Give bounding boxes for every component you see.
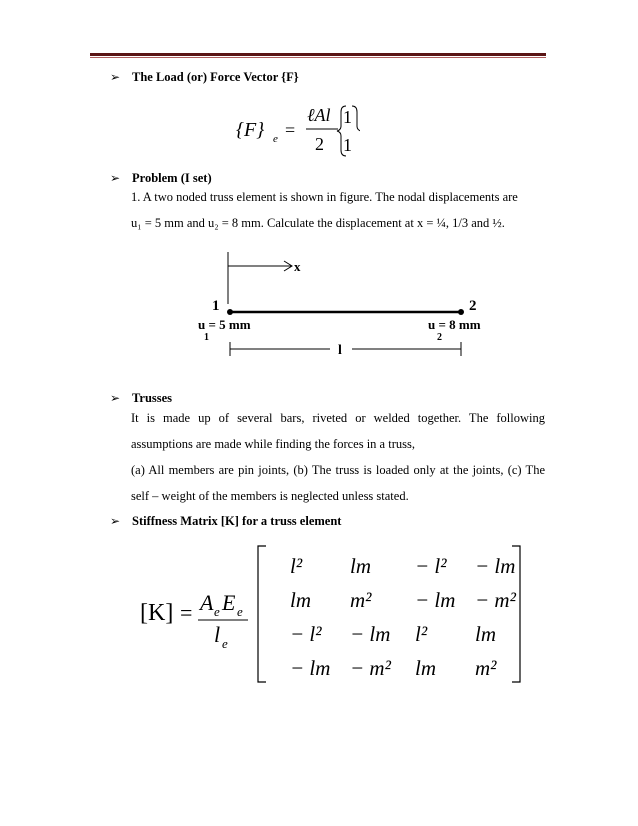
problem-line-2: u₁ = 5 mm and u₂ = 8 mm. Calculate the displacement at x = ¼, 1/3 and ½. [131, 216, 505, 230]
header-rule-thin [90, 57, 546, 58]
x-axis-label: x [294, 259, 301, 274]
eq-right-brace [352, 106, 360, 131]
header-rule [90, 53, 546, 56]
u1-label: u = 5 mm [198, 317, 251, 332]
trusses-text [131, 405, 545, 509]
matrix-cell: lm [290, 588, 311, 612]
matrix-cell: − lm [475, 554, 516, 578]
matrix-cell: − m² [475, 588, 516, 612]
u2-label: u = 8 mm [428, 317, 481, 332]
heading-text: Trusses [132, 391, 173, 405]
stiffness-matrix-equation [140, 540, 530, 690]
eq-vector-bottom: 1 [343, 135, 352, 155]
k-lhs: [K] [140, 600, 174, 626]
problem-text [131, 184, 545, 236]
problem-line-1: 1. A two noded truss element is shown in figure. The nodal displacements are [131, 190, 518, 204]
force-vector-equation [230, 98, 360, 160]
node-1 [227, 309, 233, 315]
eq-equals: = [285, 120, 296, 140]
matrix-cell: − lm [415, 588, 456, 612]
matrix-cell: − m² [350, 656, 391, 680]
trusses-line-2: assumptions are made while finding the forces in a truss, [131, 437, 415, 451]
heading-trusses [110, 391, 172, 406]
eq-lhs-sub: e [273, 133, 278, 145]
heading-load-vector [110, 70, 299, 85]
k-equals: = [180, 600, 193, 625]
node-2 [458, 309, 464, 315]
heading-text: Problem (I set) [132, 171, 212, 185]
node-1-label: 1 [212, 298, 220, 314]
u2-subscript: 2 [437, 332, 442, 343]
matrix-cell: lm [475, 622, 496, 646]
bullet-arrow-icon: ➢ [110, 70, 121, 84]
matrix-cell: − lm [350, 622, 391, 646]
k-num-e-sub: e [237, 604, 243, 619]
eq-denominator: 2 [315, 134, 324, 154]
length-label: l [338, 343, 342, 358]
matrix-cell: − l² [290, 622, 322, 646]
bullet-arrow-icon: ➢ [110, 391, 121, 405]
heading-text: The Load (or) Force Vector {F} [132, 70, 299, 84]
u1-subscript: 1 [204, 332, 209, 343]
eq-lhs: {F} [236, 119, 265, 141]
truss-element-figure [190, 248, 490, 360]
matrix-cell: l² [415, 622, 428, 646]
trusses-line-3: (a) All members are pin joints, (b) The truss is loaded only at the joints, (c) The [131, 463, 545, 477]
matrix-cell: − l² [415, 554, 447, 578]
node-2-label: 2 [469, 298, 477, 314]
heading-text: Stiffness Matrix [K] for a truss element [132, 514, 342, 528]
k-den-l-sub: e [222, 636, 228, 651]
trusses-line-1: It is made up of several bars, riveted or welded together. The following [131, 411, 545, 425]
k-num-a: A [200, 590, 214, 615]
trusses-line-4: self – weight of the members is neglected unless stated. [131, 489, 409, 503]
matrix-cell: l² [290, 554, 303, 578]
matrix-cell: − lm [290, 656, 331, 680]
matrix-cells [290, 554, 517, 680]
k-den-l: l [214, 622, 221, 647]
heading-stiffness [110, 514, 341, 529]
k-num-e: E [222, 590, 236, 615]
eq-numerator: ℓAl [307, 105, 331, 125]
matrix-cell: m² [475, 656, 497, 680]
bullet-arrow-icon: ➢ [110, 514, 121, 528]
bullet-arrow-icon: ➢ [110, 171, 121, 185]
matrix-cell: m² [350, 588, 372, 612]
matrix-cell: lm [415, 656, 436, 680]
eq-vector-top: 1 [343, 107, 352, 127]
matrix-left-bracket [258, 546, 266, 682]
matrix-cell: lm [350, 554, 371, 578]
k-num-a-sub: e [214, 604, 220, 619]
